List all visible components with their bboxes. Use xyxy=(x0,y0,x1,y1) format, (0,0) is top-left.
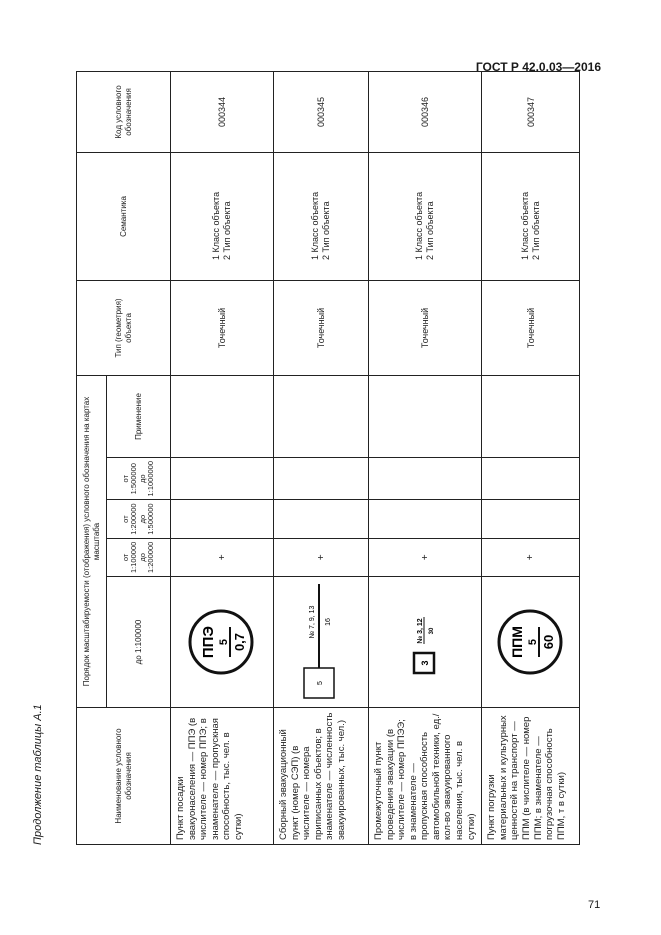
code-cell: 000347 xyxy=(482,71,580,152)
header-code: Код условного обозначения xyxy=(77,71,171,152)
scale-2-mark: + xyxy=(369,538,482,576)
scale-3-mark xyxy=(171,500,274,538)
sep-flag-symbol xyxy=(300,582,340,702)
header-semantics: Семантика xyxy=(77,152,171,280)
header-scale-3: от 1:200000 до 1:500000 xyxy=(107,500,171,538)
symbol-numerator: 5 xyxy=(218,638,230,646)
symbol-denominator: 30 xyxy=(429,627,436,635)
scale-2-mark: + xyxy=(482,538,580,576)
header-scale-2: от 1:100000 до 1:200000 xyxy=(107,538,171,576)
semantics-cell xyxy=(274,152,369,280)
type-cell: Точечный xyxy=(482,280,580,375)
scale-2-mark: + xyxy=(171,538,274,576)
ppee-box-symbol xyxy=(409,607,439,677)
symbol-cell xyxy=(274,577,369,708)
scale-4-mark xyxy=(274,457,369,499)
scale-3-mark xyxy=(482,500,580,538)
header-scale-group: Порядок масштабируемости (отображения) условного обозначения на картах масштаба xyxy=(77,375,107,707)
semantics-line: 1 Класс объекта xyxy=(310,191,321,260)
scale-4-mark xyxy=(369,457,482,499)
semantics-line: 2 Тип объекта xyxy=(425,201,436,260)
symbol-box-number: 3 xyxy=(420,660,431,666)
scale-3-mark xyxy=(274,500,369,538)
symbol-label: ППЭ xyxy=(200,625,217,659)
ppm-circle-symbol xyxy=(495,607,565,677)
note-cell xyxy=(369,375,482,457)
document-header: ГОСТ Р 42.0.03—2016 xyxy=(475,60,601,74)
header-scale-4: от 1:500000 до 1:1000000 xyxy=(107,457,171,499)
note-cell xyxy=(482,375,580,457)
code-cell: 000345 xyxy=(274,71,369,152)
note-cell xyxy=(171,375,274,457)
scale-4-mark xyxy=(482,457,580,499)
symbol-denominator: 60 xyxy=(540,634,556,650)
symbol-cell xyxy=(369,577,482,708)
row-name: Пункт погрузки материальных и культурных ценностей на транспорт — ППМ (в числителе — номер ППМ; в знаменателе — погрузочная способность ППМ, т в сутки) xyxy=(482,708,580,845)
rotated-page-content xyxy=(32,45,627,845)
row-name: Сборный эвакуационный пункт (номер СЭП) (в числителе — номера приписанных объектов; в знаменателе — численность эвакуированных, тыс. чел.) xyxy=(274,708,369,845)
table-row xyxy=(482,71,580,844)
symbol-denominator: 16 xyxy=(325,618,332,626)
scale-2-mark: + xyxy=(274,538,369,576)
symbol-numerator: 5 xyxy=(526,638,539,646)
row-name: Пункт посадки эвакуонаселения — ППЭ (в числителе — номер ППЭ; в знаменателе — пропускная способность, тыс. чел. в сутки) xyxy=(171,708,274,845)
header-type: Тип (геометрия) объекта xyxy=(77,280,171,375)
semantics-cell xyxy=(482,152,580,280)
symbol-box-number: 5 xyxy=(317,681,324,685)
header-scale-1: до 1:100000 xyxy=(107,577,171,708)
type-cell: Точечный xyxy=(171,280,274,375)
table-row xyxy=(171,71,274,844)
semantics-cell xyxy=(171,152,274,280)
page-number: 71 xyxy=(588,899,601,911)
symbol-cell xyxy=(482,577,580,708)
symbol-numerator: № 7, 9, 13 xyxy=(309,605,316,639)
header-note: Применение xyxy=(107,375,171,457)
semantics-cell xyxy=(369,152,482,280)
symbol-label: ППМ xyxy=(508,626,525,658)
type-cell: Точечный xyxy=(274,280,369,375)
symbol-cell xyxy=(171,577,274,708)
type-cell: Точечный xyxy=(369,280,482,375)
row-name: Промежуточный пункт проведения эвакуации (в числителе — номер ППЭЭ; в знаменателе — пропускная способность автомобильной техники, ед./кол-во эвакуированного населения, тыс. чел. в сутки) xyxy=(369,708,482,845)
code-cell: 000344 xyxy=(171,71,274,152)
scale-3-mark xyxy=(369,500,482,538)
scale-4-mark xyxy=(171,457,274,499)
table-row xyxy=(274,71,369,844)
table-caption: Продолжение таблицы А.1 xyxy=(32,704,44,845)
ppe-circle-symbol xyxy=(186,607,256,677)
semantics-line: 1 Класс объекта xyxy=(519,191,530,260)
semantics-line: 1 Класс объекта xyxy=(414,191,425,260)
symbols-table xyxy=(76,71,580,845)
semantics-line: 1 Класс объекта xyxy=(211,191,222,260)
semantics-line: 2 Тип объекта xyxy=(222,201,232,260)
semantics-line: 2 Тип объекта xyxy=(321,201,331,260)
table-row xyxy=(369,71,482,844)
symbol-denominator: 0,7 xyxy=(232,632,247,652)
semantics-line: 2 Тип объекта xyxy=(530,201,541,260)
code-cell: 000346 xyxy=(369,71,482,152)
header-name: Наименование условного обозначения xyxy=(77,708,171,845)
note-cell xyxy=(274,375,369,457)
symbol-numerator: № 3, 12 xyxy=(417,618,425,644)
